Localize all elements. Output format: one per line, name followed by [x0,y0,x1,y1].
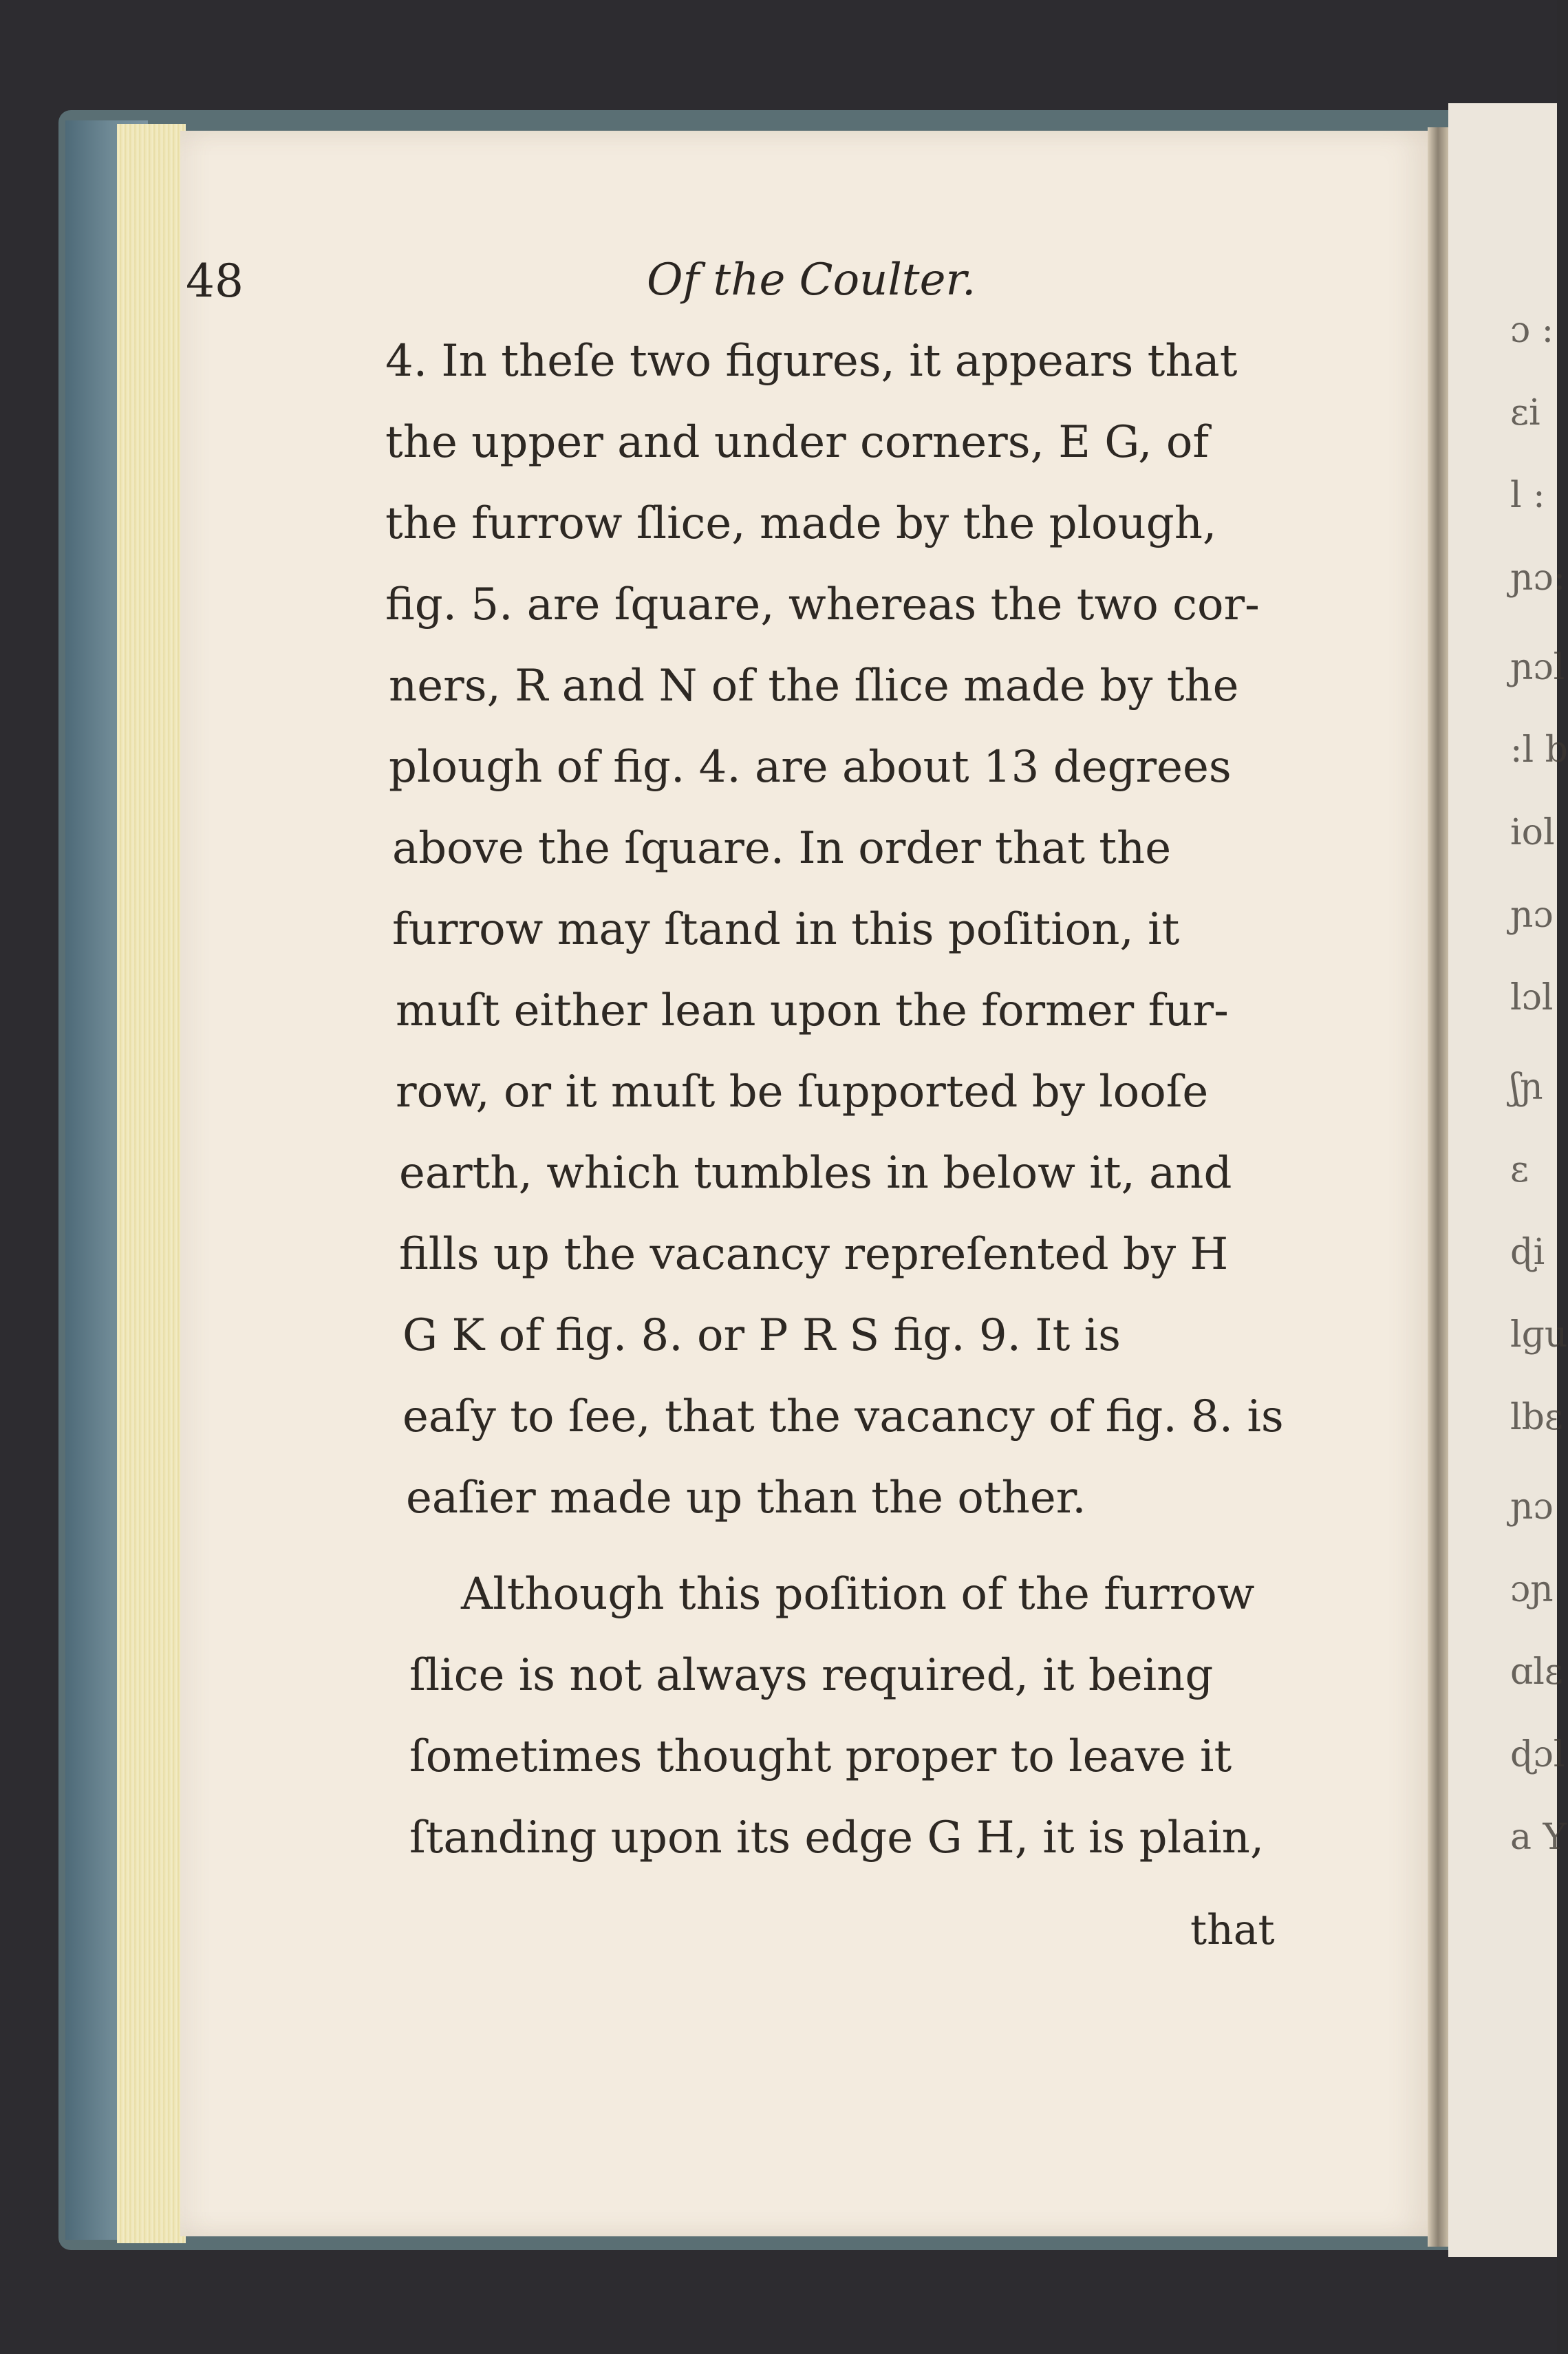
facing-fragment: ɑlɛ [1510,1651,1563,1693]
running-title: Of the Coulter. [647,255,976,306]
body-line: the upper and under corners, E G, of [385,417,1210,468]
facing-fragment: ɛi [1510,392,1540,434]
facing-fragment: ʃɲ [1510,1067,1543,1108]
facing-fragment: ɛ [1510,1149,1529,1190]
facing-fragment: l : [1510,475,1545,516]
body-line: fig. 5. are ſquare, whereas the two cor- [385,579,1260,630]
body-line: ſometimes thought proper to leave it [409,1731,1232,1782]
body-line: above the ſquare. In order that the [392,823,1172,874]
facing-fragment: lɔl [1510,977,1554,1018]
body-line: muſt either lean upon the former fur- [396,985,1229,1036]
facing-fragment: ɔɲ [1510,1569,1554,1610]
catchword: that [1190,1906,1275,1954]
body-line: eaſy to ſee, that the vacancy of fig. 8. is [402,1391,1284,1442]
facing-fragment: :l b [1510,729,1568,771]
page-number: 48 [186,255,244,308]
facing-fragment: iol [1510,812,1555,853]
body-line: ſlice is not always required, it being [409,1650,1214,1701]
body-line: ners, R and N of the ſlice made by the [389,661,1239,711]
body-line: row, or it muſt be ſupported by looſe [396,1067,1209,1117]
body-line: G K of fig. 8. or P R S fig. 9. It is [402,1310,1121,1361]
facing-fragment: ɲɔ [1510,1486,1554,1528]
page-block-edge [117,124,186,2243]
body-line: earth, which tumbles in below it, and [399,1148,1232,1199]
body-line: eaſier made up than the other. [406,1473,1086,1523]
facing-fragment: lɡu [1510,1314,1568,1356]
facing-fragment: a Y [1510,1817,1567,1858]
body-line: Although this poſition of the furrow [461,1569,1255,1620]
body-line: furrow may ſtand in this poſition, it [392,904,1180,955]
body-line: ſtanding upon its edge G H, it is plain, [409,1812,1265,1863]
facing-page [1448,103,1568,2257]
book-gutter [1428,127,1448,2247]
facing-fragment: lbɛ [1510,1397,1563,1438]
facing-fragment: ɖi [1510,1232,1545,1273]
body-line: the furrow ſlice, made by the plough, [385,498,1217,549]
body-line: 4. In theſe two figures, it appears that [385,336,1238,387]
facing-fragment: ɲɔl [1510,647,1565,688]
body-line: plough of fig. 4. are about 13 degrees [389,742,1232,793]
facing-fragment: ɲɔ [1510,895,1554,936]
body-line: fills up the vacancy repreſented by H [399,1229,1229,1280]
facing-fragment: ɔ : [1510,310,1554,351]
facing-fragment: ɖɔl [1510,1734,1565,1775]
facing-fragment: ɲɔ: [1510,557,1566,599]
